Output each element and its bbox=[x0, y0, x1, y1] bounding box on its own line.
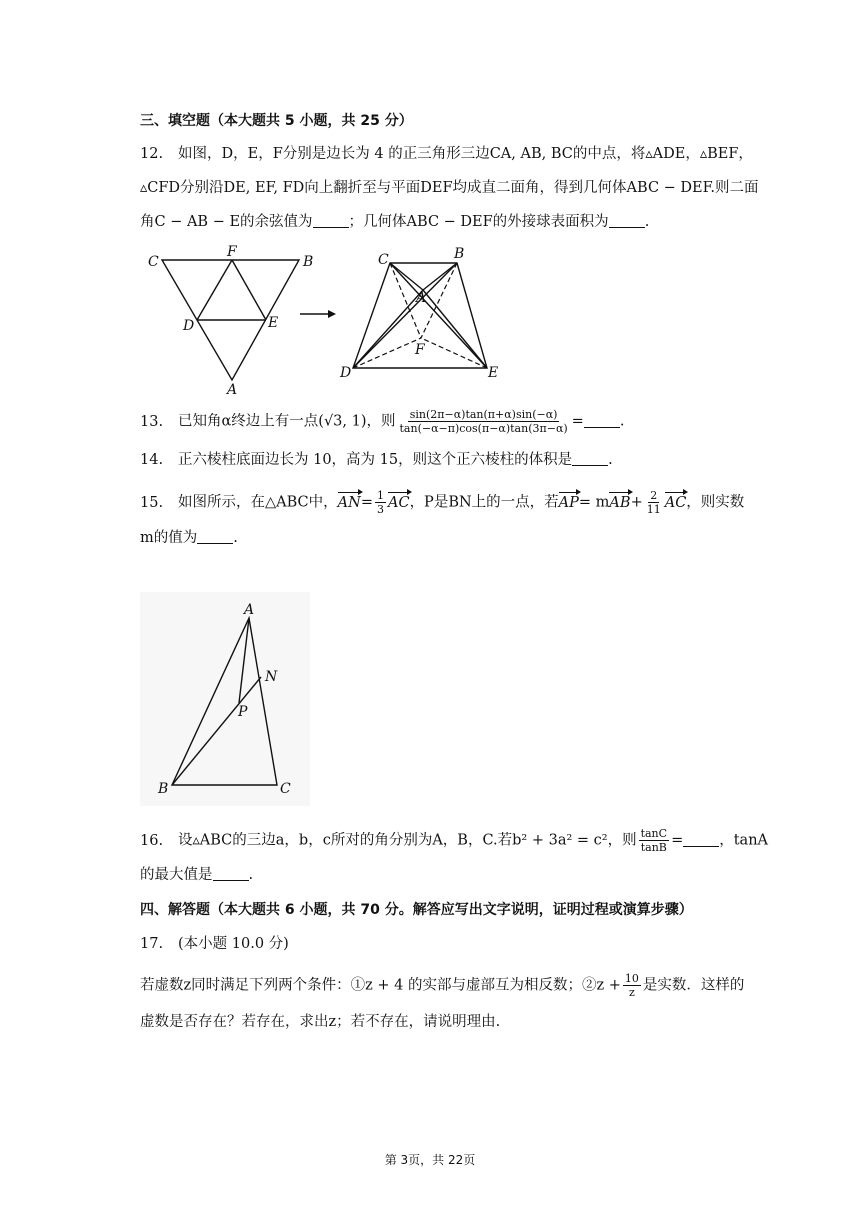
q15-label-p: P bbox=[238, 704, 248, 720]
q12-right-label-d: D bbox=[340, 365, 352, 381]
q13-end: . bbox=[619, 413, 625, 430]
q16-end: . bbox=[248, 867, 254, 883]
q12-line3 bbox=[140, 212, 760, 232]
q17-text-1b: 是实数．这样的 bbox=[642, 977, 745, 994]
q16-number: 16. bbox=[140, 832, 164, 849]
q15-fraction-2 bbox=[645, 490, 663, 515]
q15-label-a: A bbox=[244, 602, 255, 618]
q17-fraction-bottom: z bbox=[628, 986, 635, 999]
q14-end: . bbox=[608, 452, 613, 468]
q12-left-label-e: E bbox=[268, 315, 279, 331]
q15-text-3: = m bbox=[578, 494, 610, 511]
arrow-icon bbox=[300, 310, 336, 318]
q15-fraction-1 bbox=[375, 490, 386, 515]
q12-left-label-d: D bbox=[183, 318, 195, 334]
q15-end: . bbox=[233, 530, 238, 546]
q16-fraction-top: tanC bbox=[640, 827, 668, 840]
q15-eq1: = bbox=[360, 494, 373, 511]
q12-text-3b: ；几何体ABC − DEF的外接球表面积为 bbox=[348, 214, 609, 230]
q15-vector-ap: AP bbox=[558, 494, 579, 511]
q14-number: 14. bbox=[140, 452, 164, 468]
q16-fraction-bottom: tanB bbox=[640, 841, 667, 854]
q12-text-3c: . bbox=[644, 214, 650, 230]
q13-fraction-top: sin(2π−α)tan(π+α)sin(−α) bbox=[409, 408, 558, 421]
q12-figure bbox=[140, 240, 520, 398]
q15-figure-background bbox=[140, 592, 310, 806]
q13-line bbox=[140, 409, 760, 434]
q15-vector-ac-1: AC bbox=[387, 494, 410, 511]
q16-blank-1 bbox=[683, 832, 719, 847]
q13-equals: = bbox=[571, 413, 584, 430]
q13-text: 已知角α终边上有一点(√3, 1)，则 bbox=[178, 413, 396, 430]
q15-blank bbox=[197, 529, 233, 544]
section3-title: 三、填空题（本大题共 5 小题，共 25 分） bbox=[140, 113, 413, 129]
q15-label-c: C bbox=[280, 781, 291, 797]
q12-right-label-c: C bbox=[378, 252, 389, 268]
q12-blank-1 bbox=[313, 213, 349, 228]
q15-text-5: ，则实数 bbox=[686, 494, 745, 511]
q17-line2: 虚数是否存在？若存在，求出z；若不存在，请说明理由. bbox=[140, 1014, 501, 1030]
q16-text-line2: 的最大值是 bbox=[140, 867, 213, 883]
q16-line2 bbox=[140, 865, 760, 885]
q14-line bbox=[140, 450, 760, 470]
q16-text-3: ，tanA bbox=[719, 832, 769, 849]
q17-fraction bbox=[623, 973, 641, 998]
q15-text-4: + bbox=[630, 494, 643, 511]
q16-blank-2 bbox=[213, 866, 249, 881]
q15-text-1: 如图所示，在△ABC中， bbox=[178, 494, 338, 511]
q17-line1 bbox=[140, 973, 760, 998]
q13-fraction bbox=[398, 409, 570, 434]
q17-header bbox=[140, 934, 760, 954]
q15-line2 bbox=[140, 528, 760, 548]
q14-blank bbox=[572, 451, 608, 466]
q12-line1 bbox=[140, 144, 760, 164]
q14-text: 正六棱柱底面边长为 10，高为 15，则这个正六棱柱的体积是 bbox=[178, 452, 573, 468]
q12-left-label-c: C bbox=[148, 254, 159, 270]
q12-right-label-f: F bbox=[415, 342, 425, 358]
q15-number: 15. bbox=[140, 494, 164, 511]
q12-left-label-a: A bbox=[227, 382, 238, 398]
q16-equals: = bbox=[671, 832, 684, 849]
q12-line2: ▵CFD分别沿DE, EF, FD向上翻折至与平面DEF均成直二面角，得到几何体ABC − DEF.则二面 bbox=[140, 180, 759, 196]
q17-text-1a: 若虚数z同时满足下列两个条件：①z + 4 的实部与虚部互为相反数；②z + bbox=[140, 977, 621, 994]
q15-label-n: N bbox=[265, 669, 278, 685]
q15-line1 bbox=[140, 490, 760, 515]
q15-fraction-2-top: 2 bbox=[650, 489, 658, 502]
section4-title: 四、解答题（本大题共 6 小题，共 70 分。解答应写出文字说明，证明过程或演算步骤） bbox=[140, 902, 693, 918]
q12-right-label-e: E bbox=[488, 365, 499, 381]
q15-fraction-2-bottom: 11 bbox=[646, 503, 661, 516]
q15-fraction-1-top: 1 bbox=[376, 489, 384, 502]
q16-line1 bbox=[140, 827, 769, 854]
q15-figure bbox=[140, 592, 310, 806]
q12-right-label-a: A bbox=[416, 290, 427, 306]
q13-fraction-bottom: tan(−α−π)cos(π−α)tan(3π−α) bbox=[399, 422, 568, 435]
q12-left-label-b: B bbox=[303, 254, 314, 270]
q15-label-b: B bbox=[158, 781, 169, 797]
q15-text-line2: m的值为 bbox=[140, 530, 198, 546]
page-footer: 第 3页，共 22页 bbox=[384, 1153, 476, 1167]
q17-score: (本小题 10.0 分) bbox=[178, 936, 289, 952]
q15-vector-ab: AB bbox=[609, 494, 631, 511]
q12-left-label-f: F bbox=[227, 244, 237, 260]
q13-number: 13. bbox=[140, 413, 164, 430]
q12-blank-2 bbox=[609, 213, 645, 228]
q16-fraction bbox=[639, 828, 669, 853]
q15-vector-ac-2: AC bbox=[664, 494, 687, 511]
q12-text-3a: 角C − AB − E的余弦值为 bbox=[140, 214, 313, 230]
q12-number: 12. bbox=[140, 146, 164, 162]
q17-fraction-top: 10 bbox=[624, 972, 639, 985]
q15-fraction-1-bottom: 3 bbox=[376, 503, 384, 516]
q17-number: 17. bbox=[140, 936, 164, 952]
q12-text-line1: 如图，D，E，F分别是边长为 4 的正三角形三边CA, AB, BC的中点，将▵ADE，▵BEF， bbox=[178, 146, 753, 162]
q15-text-2: ，P是BN上的一点，若 bbox=[409, 494, 559, 511]
q13-blank bbox=[584, 413, 620, 428]
q16-text-1: 设▵ABC的三边a，b，c所对的角分别为A，B，C.若b² + 3a² = c²，则 bbox=[178, 832, 637, 849]
q15-vector-an: AN bbox=[337, 494, 361, 511]
q12-right-label-b: B bbox=[454, 246, 465, 262]
